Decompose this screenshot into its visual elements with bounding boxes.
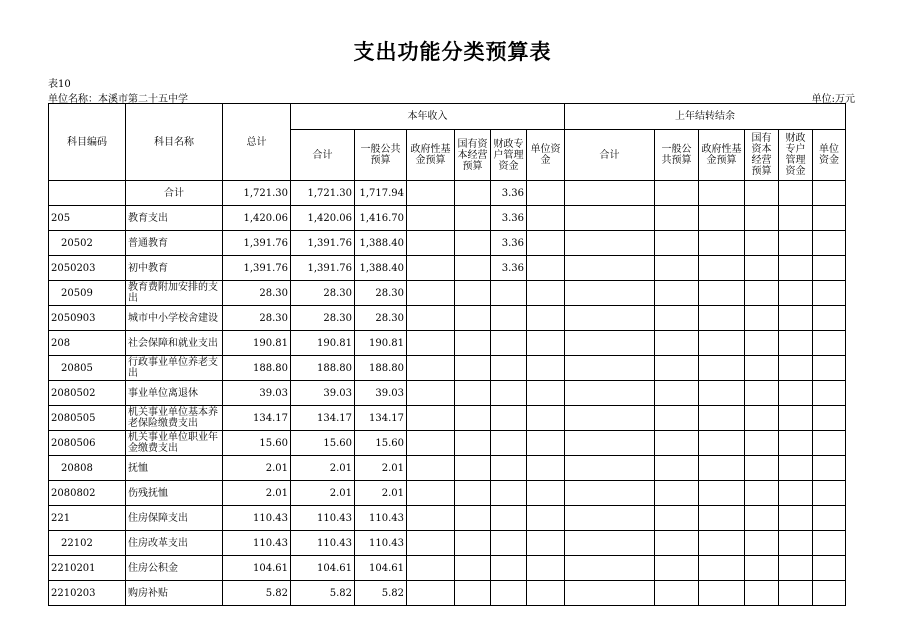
cell-name: 住房公积金	[126, 556, 223, 581]
cell-sum: 15.60	[291, 431, 355, 456]
cell-fiscal	[491, 381, 527, 406]
cell-general: 104.61	[355, 556, 407, 581]
cell-fiscal	[491, 331, 527, 356]
cell-general: 5.82	[355, 581, 407, 606]
cell-state	[455, 506, 491, 531]
header-cur-fund: 政府性基金预算	[407, 130, 455, 181]
cell-general: 1,416.70	[355, 206, 407, 231]
cell-general: 1,388.40	[355, 256, 407, 281]
cell-sum: 2.01	[291, 456, 355, 481]
cell-sum: 188.80	[291, 356, 355, 381]
cell-name: 教育费附加安排的支出	[126, 281, 223, 306]
cell-total: 110.43	[223, 531, 291, 556]
table-number: 表10	[48, 79, 71, 90]
cell-sum: 28.30	[291, 281, 355, 306]
cell-code: 20808	[49, 456, 126, 481]
cell-unit	[527, 331, 565, 356]
cell-fiscal: 3.36	[491, 206, 527, 231]
header-cur-state: 国有资本经营预算	[455, 130, 491, 181]
cell-general: 28.30	[355, 306, 407, 331]
cell-co-unit	[813, 231, 846, 256]
cell-name: 教育支出	[126, 206, 223, 231]
table-row	[49, 406, 846, 431]
cell-total: 1,721.30	[223, 181, 291, 206]
cell-co-fund	[699, 281, 745, 306]
cell-name: 机关事业单位职业年金缴费支出	[126, 431, 223, 456]
table-row	[49, 206, 846, 231]
header-cur-unit: 单位资金	[527, 130, 565, 181]
cell-total: 134.17	[223, 406, 291, 431]
cell-co-fiscal	[779, 506, 813, 531]
cell-co-unit	[813, 281, 846, 306]
cell-general: 28.30	[355, 281, 407, 306]
cell-unit	[527, 281, 565, 306]
cell-total: 110.43	[223, 506, 291, 531]
cell-name: 社会保障和就业支出	[126, 331, 223, 356]
cell-co-state	[745, 331, 779, 356]
cell-code: 2210203	[49, 581, 126, 606]
cell-co-sum	[565, 456, 655, 481]
cell-unit	[527, 181, 565, 206]
cell-co-sum	[565, 231, 655, 256]
table-row	[49, 181, 846, 206]
cell-fiscal	[491, 481, 527, 506]
cell-unit	[527, 581, 565, 606]
cell-co-fiscal	[779, 256, 813, 281]
cell-total: 39.03	[223, 381, 291, 406]
cell-general: 2.01	[355, 456, 407, 481]
cell-co-sum	[565, 406, 655, 431]
cell-state	[455, 531, 491, 556]
cell-fund	[407, 381, 455, 406]
cell-co-unit	[813, 406, 846, 431]
cell-co-sum	[565, 306, 655, 331]
cell-state	[455, 181, 491, 206]
header-co-general: 一般公共预算	[655, 130, 699, 181]
cell-general: 134.17	[355, 406, 407, 431]
cell-sum: 190.81	[291, 331, 355, 356]
cell-sum: 110.43	[291, 531, 355, 556]
cell-co-fund	[699, 481, 745, 506]
cell-name: 普通教育	[126, 231, 223, 256]
table-row	[49, 506, 846, 531]
cell-co-unit	[813, 481, 846, 506]
table-row	[49, 306, 846, 331]
cell-name: 合计	[126, 181, 223, 206]
cell-state	[455, 431, 491, 456]
cell-co-fund	[699, 581, 745, 606]
cell-co-general	[655, 456, 699, 481]
cell-co-state	[745, 506, 779, 531]
cell-fund	[407, 481, 455, 506]
cell-state	[455, 231, 491, 256]
cell-code: 2080506	[49, 431, 126, 456]
cell-general: 39.03	[355, 381, 407, 406]
cell-fiscal	[491, 456, 527, 481]
cell-code: 221	[49, 506, 126, 531]
cell-co-fiscal	[779, 456, 813, 481]
cell-name: 住房保障支出	[126, 506, 223, 531]
cell-co-fiscal	[779, 581, 813, 606]
cell-name: 机关事业单位基本养老保险缴费支出	[126, 406, 223, 431]
cell-co-general	[655, 481, 699, 506]
cell-state	[455, 306, 491, 331]
cell-total: 2.01	[223, 456, 291, 481]
cell-co-fiscal	[779, 231, 813, 256]
cell-name: 伤残抚恤	[126, 481, 223, 506]
cell-co-fund	[699, 431, 745, 456]
cell-total: 190.81	[223, 331, 291, 356]
cell-sum: 1,391.76	[291, 256, 355, 281]
cell-co-unit	[813, 331, 846, 356]
header-cur-sum: 合计	[291, 130, 355, 181]
cell-state	[455, 281, 491, 306]
header-cur-general: 一般公共预算	[355, 130, 407, 181]
cell-co-fund	[699, 206, 745, 231]
cell-co-general	[655, 331, 699, 356]
cell-co-sum	[565, 531, 655, 556]
cell-fund	[407, 581, 455, 606]
cell-code: 22102	[49, 531, 126, 556]
cell-co-fund	[699, 306, 745, 331]
cell-general: 110.43	[355, 531, 407, 556]
cell-unit	[527, 456, 565, 481]
cell-sum: 1,420.06	[291, 206, 355, 231]
table-row	[49, 331, 846, 356]
cell-general: 188.80	[355, 356, 407, 381]
cell-fiscal	[491, 581, 527, 606]
cell-total: 5.82	[223, 581, 291, 606]
cell-general: 110.43	[355, 506, 407, 531]
cell-state	[455, 331, 491, 356]
cell-co-fiscal	[779, 281, 813, 306]
cell-co-unit	[813, 356, 846, 381]
cell-co-state	[745, 381, 779, 406]
cell-co-fund	[699, 356, 745, 381]
table-row	[49, 431, 846, 456]
cell-co-general	[655, 231, 699, 256]
cell-co-fiscal	[779, 556, 813, 581]
cell-name: 城市中小学校舍建设	[126, 306, 223, 331]
cell-name: 事业单位离退休	[126, 381, 223, 406]
cell-fund	[407, 531, 455, 556]
cell-co-general	[655, 556, 699, 581]
cell-co-sum	[565, 206, 655, 231]
header-total: 总计	[223, 104, 291, 181]
table-row	[49, 356, 846, 381]
cell-fiscal	[491, 531, 527, 556]
header-co-state: 国有资本经营预算	[745, 130, 779, 181]
cell-sum: 39.03	[291, 381, 355, 406]
cell-general: 15.60	[355, 431, 407, 456]
cell-co-unit	[813, 256, 846, 281]
cell-co-sum	[565, 581, 655, 606]
cell-co-unit	[813, 306, 846, 331]
unit-name: 单位名称：本溪市第二十五中学	[48, 94, 188, 105]
header-name: 科目名称	[126, 104, 223, 181]
cell-unit	[527, 506, 565, 531]
cell-co-sum	[565, 481, 655, 506]
cell-co-sum	[565, 281, 655, 306]
cell-co-sum	[565, 381, 655, 406]
cell-co-fund	[699, 331, 745, 356]
cell-co-state	[745, 406, 779, 431]
cell-sum: 1,391.76	[291, 231, 355, 256]
cell-co-state	[745, 581, 779, 606]
cell-state	[455, 581, 491, 606]
table-row	[49, 556, 846, 581]
cell-fund	[407, 256, 455, 281]
cell-co-unit	[813, 531, 846, 556]
cell-co-sum	[565, 356, 655, 381]
cell-co-fund	[699, 456, 745, 481]
cell-total: 28.30	[223, 306, 291, 331]
header-co-sum: 合计	[565, 130, 655, 181]
cell-co-fiscal	[779, 181, 813, 206]
cell-co-state	[745, 206, 779, 231]
cell-general: 2.01	[355, 481, 407, 506]
cell-fund	[407, 181, 455, 206]
table-row	[49, 481, 846, 506]
cell-code: 2210201	[49, 556, 126, 581]
currency-unit: 单位:万元	[811, 94, 855, 105]
table-row	[49, 531, 846, 556]
cell-general: 190.81	[355, 331, 407, 356]
cell-sum: 2.01	[291, 481, 355, 506]
cell-unit	[527, 406, 565, 431]
cell-co-fiscal	[779, 531, 813, 556]
cell-fund	[407, 556, 455, 581]
cell-sum: 5.82	[291, 581, 355, 606]
cell-sum: 110.43	[291, 506, 355, 531]
cell-code: 205	[49, 206, 126, 231]
budget-table	[48, 103, 846, 606]
cell-co-fund	[699, 381, 745, 406]
cell-co-general	[655, 506, 699, 531]
cell-co-state	[745, 531, 779, 556]
cell-code: 2050203	[49, 256, 126, 281]
cell-state	[455, 256, 491, 281]
cell-fund	[407, 281, 455, 306]
cell-co-fiscal	[779, 431, 813, 456]
cell-co-sum	[565, 431, 655, 456]
cell-co-sum	[565, 506, 655, 531]
cell-co-sum	[565, 181, 655, 206]
cell-code: 20502	[49, 231, 126, 256]
cell-co-general	[655, 281, 699, 306]
cell-co-state	[745, 231, 779, 256]
cell-co-state	[745, 556, 779, 581]
cell-co-general	[655, 206, 699, 231]
cell-general: 1,717.94	[355, 181, 407, 206]
cell-state	[455, 456, 491, 481]
cell-unit	[527, 306, 565, 331]
cell-co-general	[655, 406, 699, 431]
cell-fiscal	[491, 431, 527, 456]
cell-co-unit	[813, 556, 846, 581]
header-carryover: 上年结转结余	[565, 104, 846, 130]
cell-fiscal: 3.36	[491, 231, 527, 256]
cell-code: 2080802	[49, 481, 126, 506]
cell-fund	[407, 456, 455, 481]
cell-co-state	[745, 356, 779, 381]
cell-total: 1,420.06	[223, 206, 291, 231]
cell-unit	[527, 356, 565, 381]
cell-state	[455, 406, 491, 431]
cell-fund	[407, 231, 455, 256]
header-co-unit: 单位资金	[813, 130, 846, 181]
cell-state	[455, 356, 491, 381]
cell-co-fund	[699, 181, 745, 206]
cell-unit	[527, 206, 565, 231]
table-row	[49, 256, 846, 281]
cell-total: 1,391.76	[223, 231, 291, 256]
cell-fiscal	[491, 556, 527, 581]
cell-fiscal: 3.36	[491, 256, 527, 281]
cell-co-fund	[699, 531, 745, 556]
cell-co-sum	[565, 331, 655, 356]
cell-code	[49, 181, 126, 206]
cell-total: 1,391.76	[223, 256, 291, 281]
cell-fiscal	[491, 406, 527, 431]
cell-sum: 134.17	[291, 406, 355, 431]
cell-co-general	[655, 181, 699, 206]
cell-co-general	[655, 306, 699, 331]
cell-fiscal: 3.36	[491, 181, 527, 206]
cell-code: 20509	[49, 281, 126, 306]
cell-unit	[527, 381, 565, 406]
cell-co-fiscal	[779, 406, 813, 431]
cell-unit	[527, 431, 565, 456]
cell-co-general	[655, 431, 699, 456]
cell-co-unit	[813, 456, 846, 481]
cell-co-fiscal	[779, 331, 813, 356]
cell-fiscal	[491, 306, 527, 331]
cell-unit	[527, 531, 565, 556]
cell-fund	[407, 331, 455, 356]
cell-code: 208	[49, 331, 126, 356]
cell-co-fiscal	[779, 206, 813, 231]
cell-co-fund	[699, 231, 745, 256]
header-code: 科目编码	[49, 104, 126, 181]
cell-co-state	[745, 281, 779, 306]
header-current-income: 本年收入	[291, 104, 565, 130]
table-row	[49, 456, 846, 481]
cell-total: 28.30	[223, 281, 291, 306]
cell-unit	[527, 231, 565, 256]
cell-sum: 104.61	[291, 556, 355, 581]
cell-co-fund	[699, 256, 745, 281]
cell-name: 住房改革支出	[126, 531, 223, 556]
cell-unit	[527, 481, 565, 506]
cell-co-fund	[699, 556, 745, 581]
cell-code: 2080502	[49, 381, 126, 406]
cell-state	[455, 556, 491, 581]
cell-co-unit	[813, 206, 846, 231]
cell-co-fiscal	[779, 306, 813, 331]
cell-total: 2.01	[223, 481, 291, 506]
cell-total: 188.80	[223, 356, 291, 381]
cell-co-state	[745, 456, 779, 481]
cell-co-fiscal	[779, 381, 813, 406]
cell-co-fiscal	[779, 481, 813, 506]
cell-co-fund	[699, 506, 745, 531]
cell-fund	[407, 406, 455, 431]
cell-co-general	[655, 256, 699, 281]
cell-state	[455, 206, 491, 231]
cell-co-general	[655, 381, 699, 406]
cell-fund	[407, 206, 455, 231]
cell-name: 抚恤	[126, 456, 223, 481]
table-row	[49, 231, 846, 256]
cell-general: 1,388.40	[355, 231, 407, 256]
header-co-fiscal: 财政专户管理资金	[779, 130, 813, 181]
cell-co-fund	[699, 406, 745, 431]
header-co-fund: 政府性基金预算	[699, 130, 745, 181]
cell-co-state	[745, 181, 779, 206]
cell-co-unit	[813, 506, 846, 531]
cell-fund	[407, 506, 455, 531]
cell-co-unit	[813, 431, 846, 456]
cell-fund	[407, 306, 455, 331]
cell-fund	[407, 356, 455, 381]
cell-state	[455, 481, 491, 506]
cell-code: 2050903	[49, 306, 126, 331]
cell-co-sum	[565, 556, 655, 581]
cell-co-unit	[813, 381, 846, 406]
cell-co-state	[745, 256, 779, 281]
cell-state	[455, 381, 491, 406]
cell-unit	[527, 556, 565, 581]
cell-fund	[407, 431, 455, 456]
cell-co-state	[745, 481, 779, 506]
cell-name: 行政事业单位养老支出	[126, 356, 223, 381]
header-cur-fiscal: 财政专户管理资金	[491, 130, 527, 181]
table-row	[49, 281, 846, 306]
cell-co-general	[655, 581, 699, 606]
cell-code: 20805	[49, 356, 126, 381]
cell-name: 购房补贴	[126, 581, 223, 606]
table-row	[49, 581, 846, 606]
cell-fiscal	[491, 506, 527, 531]
cell-sum: 1,721.30	[291, 181, 355, 206]
cell-co-unit	[813, 581, 846, 606]
page-title: 支出功能分类预算表	[353, 40, 552, 64]
cell-name: 初中教育	[126, 256, 223, 281]
cell-co-state	[745, 431, 779, 456]
cell-co-state	[745, 306, 779, 331]
cell-co-general	[655, 531, 699, 556]
cell-co-sum	[565, 256, 655, 281]
cell-co-general	[655, 356, 699, 381]
cell-co-fiscal	[779, 356, 813, 381]
cell-unit	[527, 256, 565, 281]
cell-sum: 28.30	[291, 306, 355, 331]
cell-fiscal	[491, 356, 527, 381]
table-row	[49, 381, 846, 406]
cell-total: 15.60	[223, 431, 291, 456]
cell-total: 104.61	[223, 556, 291, 581]
cell-co-unit	[813, 181, 846, 206]
cell-fiscal	[491, 281, 527, 306]
cell-code: 2080505	[49, 406, 126, 431]
